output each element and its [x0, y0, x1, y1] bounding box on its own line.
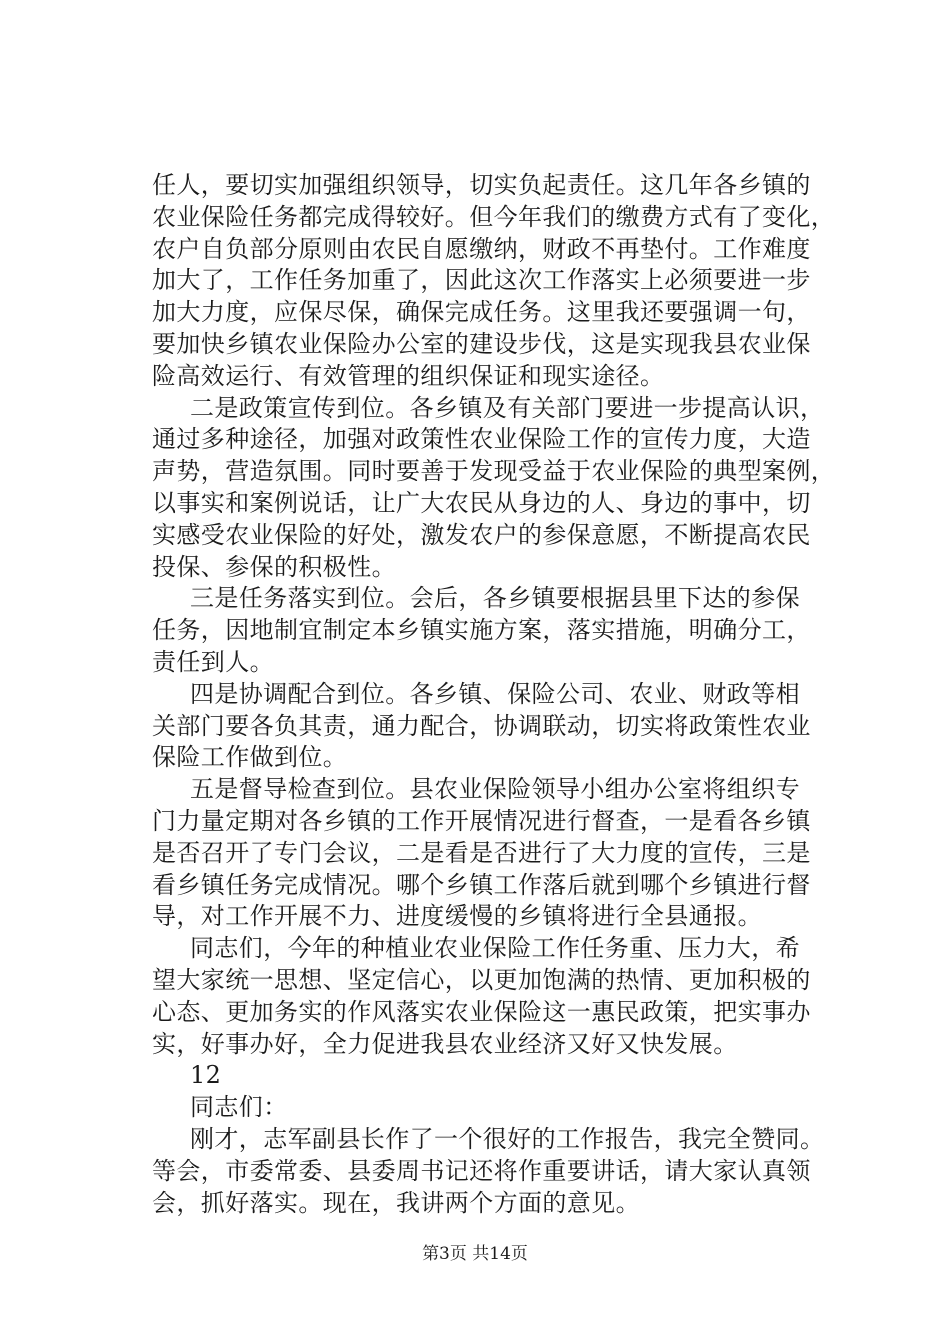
text-line: 会，抓好落实。现在，我讲两个方面的意见。 [152, 1188, 640, 1217]
text-line: 看乡镇任务完成情况。哪个乡镇工作落后就到哪个乡镇进行督 [152, 870, 811, 899]
text-line: 以事实和案例说话，让广大农民从身边的人、身边的事中，切 [152, 488, 811, 517]
text-line: 农业保险任务都完成得较好。但今年我们的缴费方式有了变化， [152, 202, 836, 231]
text-line: 是否召开了专门会议，二是看是否进行了大力度的宣传，三是 [152, 838, 811, 867]
text-line: 实，好事办好，全力促进我县农业经济又好又快发展。 [152, 1029, 738, 1058]
text-line: 心态、更加务实的作风落实农业保险这一惠民政策，把实事办 [152, 997, 811, 1026]
text-line: 农户自负部分原则由农民自愿缴纳，财政不再垫付。工作难度 [152, 234, 811, 263]
body-text [152, 170, 842, 1219]
text-line: 实感受农业保险的好处，激发农户的参保意愿，不断提高农民 [152, 520, 811, 549]
text-line: 要加快乡镇农业保险办公室的建设步伐，这是实现我县农业保 [152, 329, 811, 358]
text-line: 导，对工作开展不力、进度缓慢的乡镇将进行全县通报。 [152, 902, 762, 931]
text-line: 责任到人。 [152, 647, 274, 676]
paragraph-start-line: 五是督导检查到位。县农业保险领导小组办公室将组织专 [190, 775, 800, 804]
text-line: 险高效运行、有效管理的组织保证和现实途径。 [152, 361, 665, 390]
salutation: 同志们： [190, 1093, 288, 1122]
text-line: 加大了，工作任务加重了，因此这次工作落实上必须要进一步 [152, 266, 811, 295]
paragraph-start-line: 刚才，志军副县长作了一个很好的工作报告，我完全赞同。 [190, 1124, 825, 1153]
paragraph-start-line: 四是协调配合到位。各乡镇、保险公司、农业、财政等相 [190, 679, 800, 708]
section-number: 12 [190, 1061, 222, 1090]
paragraph-start-line: 同志们，今年的种植业农业保险工作任务重、压力大，希 [190, 934, 800, 963]
page-footer: 第3页 共14页 [422, 1244, 528, 1264]
text-line: 等会，市委常委、县委周书记还将作重要讲话，请大家认真领 [152, 1156, 811, 1185]
paragraph-start-line: 二是政策宣传到位。各乡镇及有关部门要进一步提高认识， [190, 393, 825, 422]
text-line: 投保、参保的积极性。 [152, 552, 396, 581]
text-line: 声势，营造氛围。同时要善于发现受益于农业保险的典型案例， [152, 457, 836, 486]
text-line: 门力量定期对各乡镇的工作开展情况进行督查，一是看各乡镇 [152, 806, 811, 835]
text-line: 任人，要切实加强组织领导，切实负起责任。这几年各乡镇的 [152, 171, 811, 199]
text-line: 任务，因地制宜制定本乡镇实施方案，落实措施，明确分工， [152, 616, 811, 645]
paragraph-start-line: 三是任务落实到位。会后，各乡镇要根据县里下达的参保 [190, 584, 800, 613]
text-line: 加大力度，应保尽保，确保完成任务。这里我还要强调一句， [152, 298, 811, 327]
text-line: 通过多种途径，加强对政策性农业保险工作的宣传力度，大造 [152, 425, 811, 454]
text-line: 望大家统一思想、坚定信心，以更加饱满的热情、更加积极的 [152, 965, 811, 994]
text-line: 保险工作做到位。 [152, 743, 348, 772]
text-line: 关部门要各负其责，通力配合，协调联动，切实将政策性农业 [152, 711, 811, 740]
